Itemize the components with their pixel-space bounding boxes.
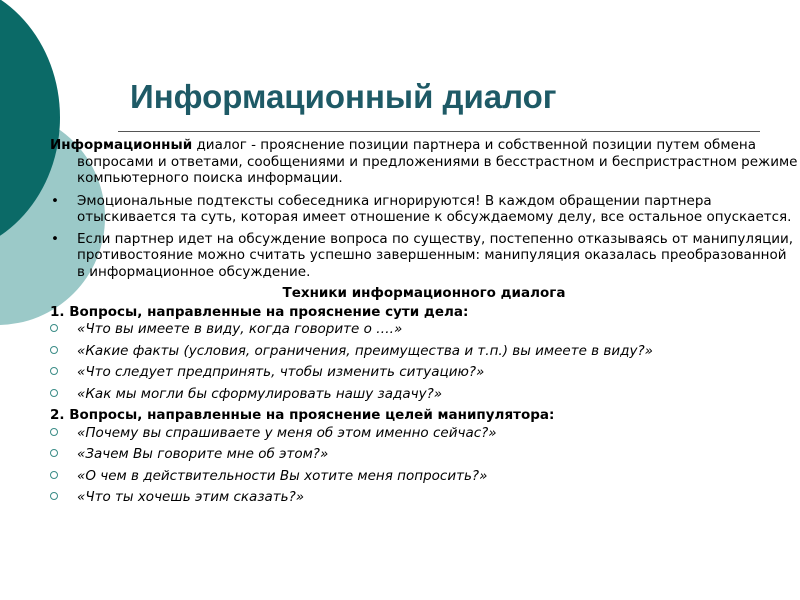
question-item [50, 364, 798, 381]
ring-bullet-icon [50, 428, 58, 436]
question-item [50, 386, 798, 403]
ring-bullet-icon [50, 324, 58, 332]
question-text: «Какие факты (условия, ограничения, преимущества и т.п.) вы имеете в виду?» [77, 342, 653, 359]
question-item [50, 446, 798, 463]
ring-bullet-icon [50, 449, 58, 457]
question-text: «Что ты хочешь этим сказать?» [77, 489, 305, 505]
group-heading-1: 1. Вопросы, направленные на прояснение сути дела: [50, 303, 469, 320]
question-text: «Зачем Вы говорите мне об этом?» [77, 446, 329, 462]
bullet-text: Эмоциональные подтексты собеседника игнорируются! В каждом обращении партнера отыскивается та суть, которая имеет отношение к обсуждаемому делу, все остальное опускается. [77, 192, 792, 225]
question-text: «О чем в действительности Вы хотите меня попросить?» [77, 467, 488, 484]
ring-bullet-icon [50, 367, 58, 375]
question-text: «Что следует предпринять, чтобы изменить ситуацию?» [77, 364, 485, 380]
question-item [50, 425, 798, 442]
question-text: «Почему вы спрашиваете у меня об этом именно сейчас?» [77, 424, 497, 441]
question-item [50, 489, 798, 506]
ring-bullet-icon [50, 389, 58, 397]
question-item [50, 321, 798, 338]
ring-bullet-icon [50, 471, 58, 479]
ring-bullet-icon [50, 346, 58, 354]
question-text: «Что вы имеете в виду, когда говорите о ….» [77, 321, 403, 337]
slide-content [50, 137, 798, 511]
definition-paragraph [50, 137, 798, 187]
title-divider [118, 131, 760, 132]
list-item [50, 231, 798, 281]
techniques-heading: Техники информационного диалога [282, 285, 566, 301]
question-item [50, 343, 798, 360]
group-heading-2: 2. Вопросы, направленные на прояснение целей манипулятора: [50, 407, 555, 423]
bullet-dot-icon: • [51, 230, 59, 247]
bullet-dot-icon: • [51, 192, 59, 209]
slide-title: Информационный диалог [130, 78, 557, 115]
question-item [50, 468, 798, 485]
bullet-text: Если партнер идет на обсуждение вопроса по существу, постепенно отказываясь от манипуляции, противостояние можно считать успешно завершенным: манипуляция оказалась преобразованной в информационное обсуждение. [77, 230, 794, 280]
question-text: «Как мы могли бы сформулировать нашу задачу?» [77, 385, 443, 402]
list-item [50, 193, 798, 226]
definition-term: Информационный [50, 137, 193, 153]
ring-bullet-icon [50, 492, 58, 500]
definition-text: диалог - прояснение позиции партнера и собственной позиции путем обмена вопросами и ответами, сообщениями и предложениями в бесстрастном и беспристрастном режиме компьютерного поиска информации. [77, 137, 798, 186]
